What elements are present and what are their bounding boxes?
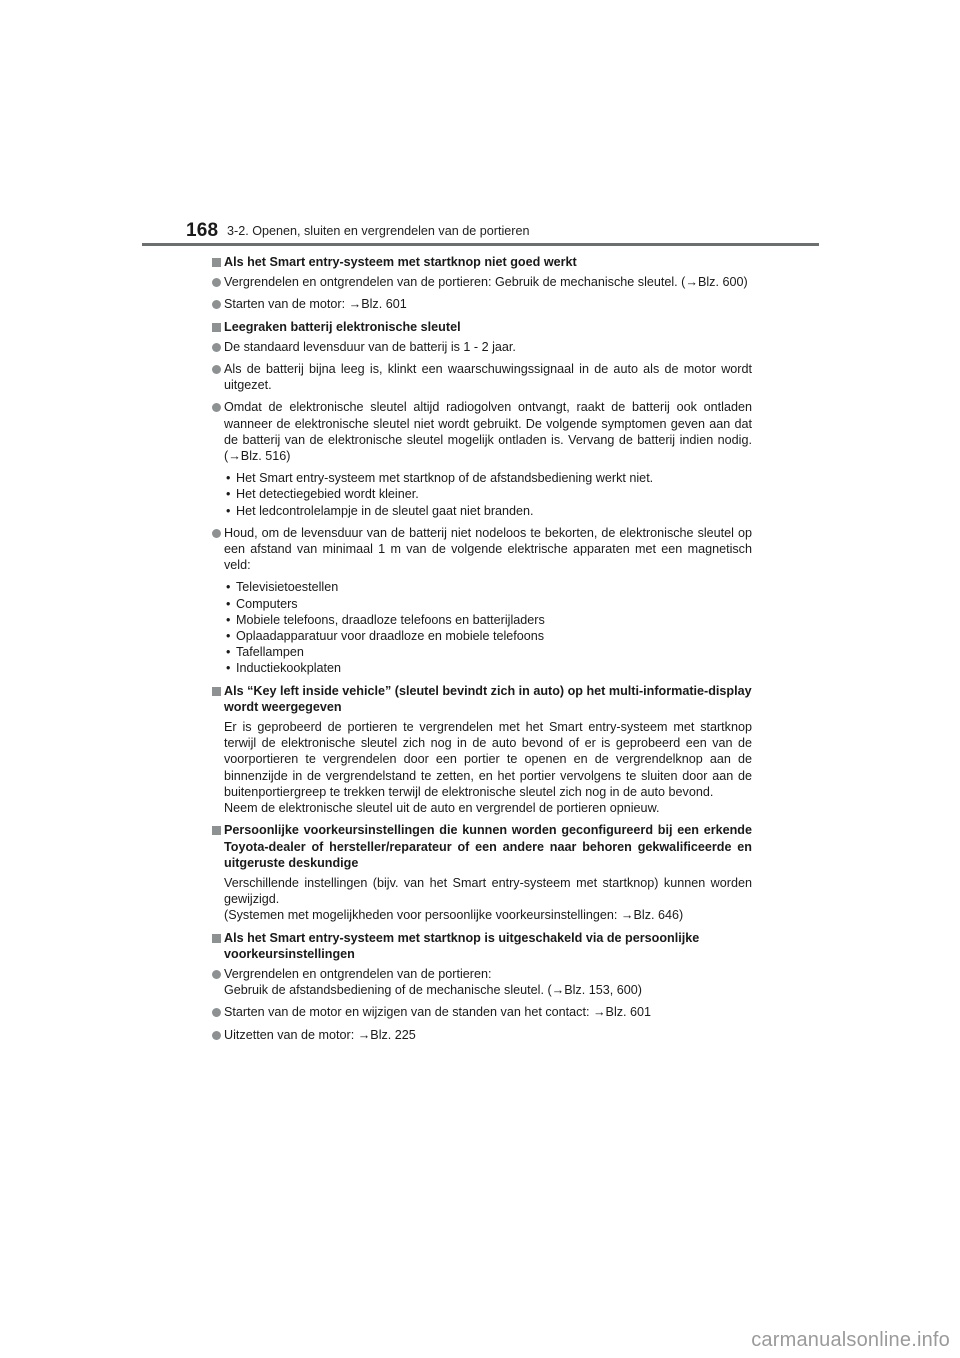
sub-list-item: • Het detectiegebied wordt kleiner. xyxy=(224,486,752,502)
sub-list-item: • Inductiekookplaten xyxy=(224,660,752,676)
sub-list-item: • Het ledcontrolelampje in de sleutel gaat niet branden. xyxy=(224,503,752,519)
sub-list-item: • Tafellampen xyxy=(224,644,752,660)
square-bullet-icon xyxy=(212,258,221,267)
section-heading: Als “Key left inside vehicle” (sleutel bevindt zich in auto) op het multi-informatie-display wordt weergegeven xyxy=(212,683,752,715)
sub-list-item: • Oplaadapparatuur voor draadloze en mobiele telefoons xyxy=(224,628,752,644)
section-heading: Als het Smart entry-systeem met startknop is uitgeschakeld via de persoonlijke voorkeursinstellingen xyxy=(212,930,752,962)
sub-list-item: • Computers xyxy=(224,596,752,612)
section-key-battery-depletion xyxy=(212,319,752,677)
section-smart-entry-disabled xyxy=(212,930,752,1043)
header-rule xyxy=(142,243,819,246)
list-item: Houd, om de levensduur van de batterij niet nodeloos te bekorten, de elektronische sleutel op een afstand van minimaal 1 m van de volgende elektrische apparaten met een magnetisch veld: • Televisietoestellen • Computers • Mobiele telefoons, draadloze telefoons en batterijladers • Oplaadapparatuur voor draadloze en mobiele telefoons • Tafellampen • Inductiekookplaten xyxy=(212,525,752,677)
section-heading: Als het Smart entry-systeem met startknop niet goed werkt xyxy=(212,254,752,270)
list-item: Omdat de elektronische sleutel altijd radiogolven ontvangt, raakt de batterij ook ontladen wanneer de elektronische sleutel niet wordt gebruikt. De volgende symptomen geven aan dat de batterij van de elektronische sleutel mogelijk ontladen is. Vervang de batterij indien nodig. (→Blz. 516) • Het Smart entry-systeem met startknop of de afstandsbediening werkt niet. • Het detectiegebied wordt kleiner. • Het ledcontrolelampje in de sleutel gaat niet branden. xyxy=(212,399,752,518)
list-item: Starten van de motor: →Blz. 601 xyxy=(212,296,752,312)
symptom-list xyxy=(224,470,752,519)
section-heading: Persoonlijke voorkeursinstellingen die kunnen worden geconfigureerd bij een erkende Toyota-dealer of hersteller/reparateur of een andere naar behoren gekwalificeerde en uitgeruste deskundige xyxy=(212,822,752,871)
list-item: Vergrendelen en ontgrendelen van de portieren: Gebruik de mechanische sleutel. (→Blz. 600) xyxy=(212,274,752,290)
circle-bullet-icon xyxy=(212,365,221,374)
page-number: 168 xyxy=(186,220,219,241)
section-smart-entry-malfunction xyxy=(212,254,752,313)
paragraph: Verschillende instellingen (bijv. van het Smart entry-systeem met startknop) kunnen worden gewijzigd. (Systemen met mogelijkheden voor persoonlijke voorkeursinstellingen: →Blz. 646) xyxy=(224,875,752,923)
square-bullet-icon xyxy=(212,323,221,332)
circle-bullet-icon xyxy=(212,970,221,979)
list-item: Vergrendelen en ontgrendelen van de portieren: Gebruik de afstandsbediening of de mechanische sleutel. (→Blz. 153, 600) xyxy=(212,966,752,998)
list-item: Starten van de motor en wijzigen van de standen van het contact: →Blz. 601 xyxy=(212,1004,752,1020)
square-bullet-icon xyxy=(212,687,221,696)
sub-list-item: • Het Smart entry-systeem met startknop of de afstandsbediening werkt niet. xyxy=(224,470,752,486)
list-item: Als de batterij bijna leeg is, klinkt een waarschuwingssignaal in de auto als de motor wordt uitgezet. xyxy=(212,361,752,393)
section-heading: Leegraken batterij elektronische sleutel xyxy=(212,319,752,335)
circle-bullet-icon xyxy=(212,278,221,287)
circle-bullet-icon xyxy=(212,300,221,309)
sub-list-item: • Mobiele telefoons, draadloze telefoons en batterijladers xyxy=(224,612,752,628)
paragraph: Er is geprobeerd de portieren te vergrendelen met het Smart entry-systeem met startknop terwijl de elektronische sleutel zich nog in de auto bevond of er is geprobeerd een van de voorportieren te vergrendelen door een portier te openen en de vergrendelknop aan de binnenzijde in de vergrendelstand te zetten, en het portier vervolgens te sluiten door aan de buitenportiergreep te trekken terwijl de elektronische sleutel zich nog in de auto bevond. Neem de elektronische sleutel uit de auto en vergrendel de portieren opnieuw. xyxy=(224,720,752,816)
list-item: De standaard levensduur van de batterij is 1 - 2 jaar. xyxy=(212,339,752,355)
page-content xyxy=(212,254,752,1049)
square-bullet-icon xyxy=(212,934,221,943)
section-personal-settings xyxy=(212,822,752,923)
circle-bullet-icon xyxy=(212,403,221,412)
section-key-left-inside xyxy=(212,683,752,817)
sub-list-item: • Televisietoestellen xyxy=(224,579,752,595)
chapter-title: 3-2. Openen, sluiten en vergrendelen van de portieren xyxy=(227,224,530,238)
circle-bullet-icon xyxy=(212,343,221,352)
appliance-list xyxy=(224,579,752,676)
circle-bullet-icon xyxy=(212,1008,221,1017)
circle-bullet-icon xyxy=(212,1031,221,1040)
circle-bullet-icon xyxy=(212,529,221,538)
square-bullet-icon xyxy=(212,826,221,835)
watermark-link[interactable]: carmanualsonline.info xyxy=(751,1329,950,1351)
list-item: Uitzetten van de motor: →Blz. 225 xyxy=(212,1027,752,1043)
